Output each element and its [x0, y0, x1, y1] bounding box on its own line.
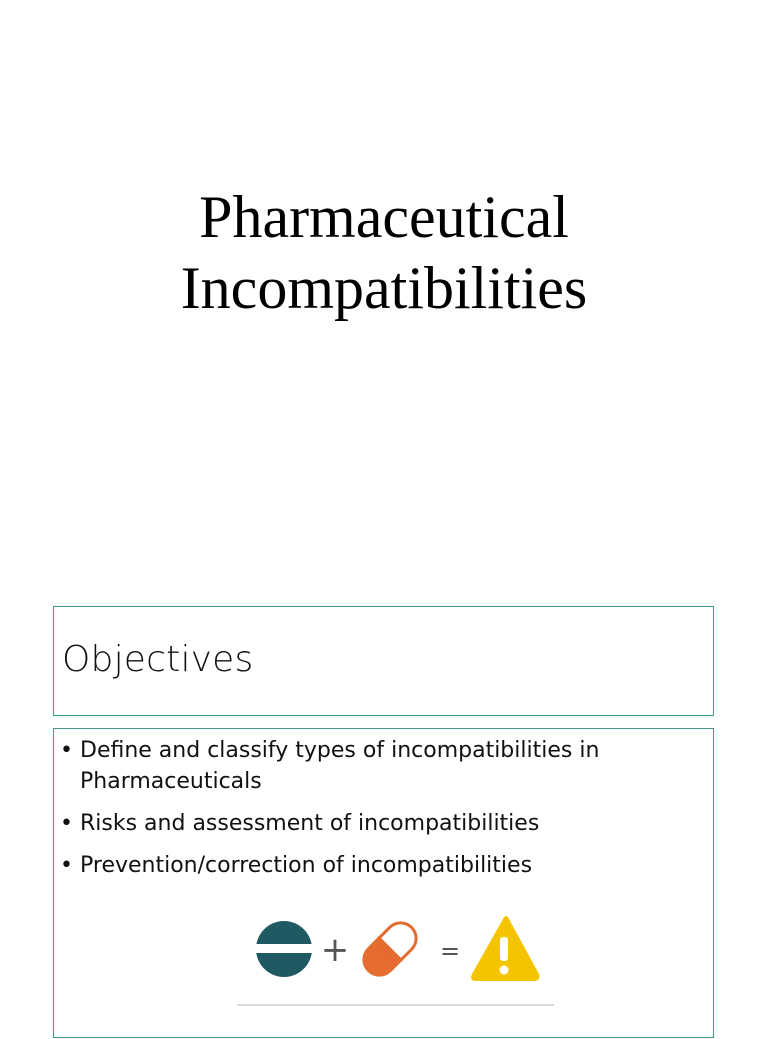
plus-sign: + — [320, 930, 350, 970]
capsule-icon — [355, 914, 424, 983]
title-line-1: Pharmaceutical — [199, 184, 569, 250]
list-item: • Define and classify types of incompatibilities in Pharmaceuticals — [60, 735, 701, 797]
equals-sign: = — [439, 937, 461, 965]
objectives-content-box — [53, 728, 714, 1038]
divider-line — [237, 1004, 554, 1006]
objectives-header-box — [53, 606, 714, 716]
list-item: • Risks and assessment of incompatibilities — [60, 808, 701, 839]
objectives-heading: Objectives — [62, 639, 254, 680]
warning-icon — [471, 916, 539, 981]
title-line-2: Incompatibilities — [180, 255, 588, 321]
list-item: • Prevention/correction of incompatibilities — [60, 850, 701, 881]
slide-title — [0, 182, 768, 324]
tablet-icon — [254, 921, 314, 977]
incompatibility-illustration — [54, 729, 715, 1039]
